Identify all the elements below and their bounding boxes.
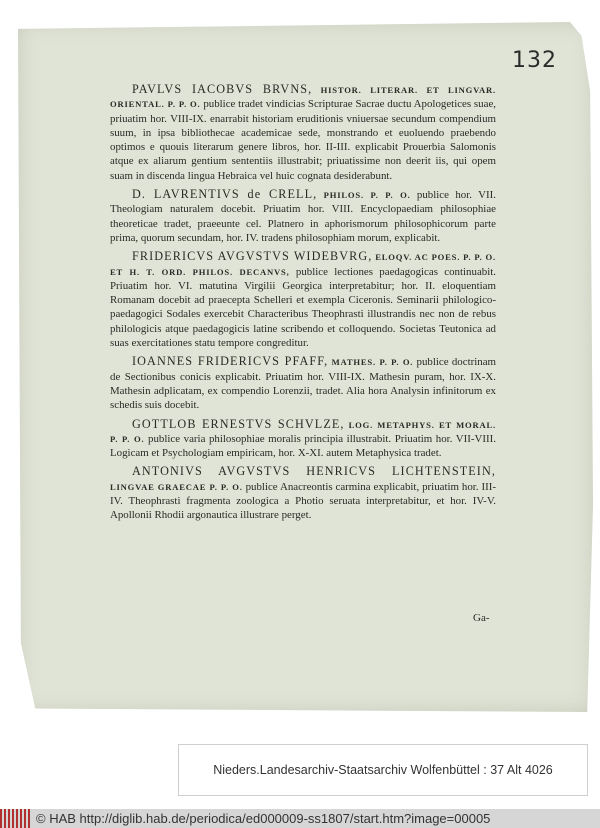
list-item (110, 249, 496, 350)
course-description: publice varia philosophiae moralis principia illustrabit. Priuatim hor. VII-VIII. Logicam et Psychologiam empiricam, hor. X-XI. autem Metaphysica tradet. (110, 432, 497, 460)
course-description: publice lectiones paedagogicas continuabit. Priuatim hor. VI. matutina Virgilii Georgica interpretabitur; hor. II. eloquentiam Romanam docebit ad praecepta Schelleri et exempla Ciceronis. Seminarii philologico-paedagogici Sodales exercebit Characteribus Theophrasti illustrandis nec non de rebus philologicis atque paedagogicis latine scribendo et colloquendo. Societas Teutonica ad suas exercitationes statu tempore congreditur. (110, 265, 496, 350)
professor-title: HISTOR. LITERAR. ET LINGVAR. ORIENTAL. P. P. O. (110, 85, 496, 110)
course-description: publice Anacreontis carmina explicabit, priuatim hor. III-IV. Theophrasti fragmenta zoologica a Photio seruata interpretabitur, et hor. IV-V. Apollonii Rhodii argonautica illustrare perget. (110, 480, 496, 522)
professor-name: D. LAVRENTIVS de CRELL, (132, 187, 318, 202)
professor-title: PHILOS. P. P. O. (323, 190, 411, 201)
list-item (110, 464, 496, 522)
list-item (110, 417, 496, 461)
archive-label: Nieders.Landesarchiv-Staatsarchiv Wolfenbüttel : 37 Alt 4026 (178, 744, 588, 796)
footer-bar (0, 809, 600, 828)
catchword: Ga- (473, 612, 490, 624)
course-description: publice hor. VII. Theologiam naturalem docebit. Priuatim hor. VIII. Encyclopaediam philosophiae theoreticae tradet, praeeunte cel. Platnero in aphorismorum philosophicorum parte prima, quorum secundam, hor. IV. tradens philosophiam morum, explicabit. (110, 189, 496, 244)
list-item (110, 82, 496, 183)
course-description: publice tradet vindicias Scripturae Sacrae ductu Apologetices suae, priuatim hor. VIII-IX. enarrabit historiam eruditionis vniuersae secundum compendium suum, in ipsa bibliothecae academicae sede, monstrando et euoluendo praebendo optimos e quouis literarum genere libros, hor. II-III. explicabit Prouerbia Salomonis atque ex aliarum gentium sententiis illustrabit; priuatissime non deerit iis, qui opem suam in discenda lingua Hebraica vel huic cognata desiderabunt. (110, 98, 496, 182)
professor-title: LINGVAE GRAECAE P. P. O. (110, 481, 243, 492)
list-item (110, 354, 496, 412)
course-description: publice doctrinam de Sectionibus conicis explicabit. Priuatim hor. VIII-IX. Mathesin puram, hor. IX-X. Mathesin adplicatam, ex compendio Lorenzii, tradet. Alia hora Analysin infinitorum ex schedis suis docebit. (110, 356, 496, 412)
professor-name: ANTONIVS AVGVSTVS HENRICVS LICHTENSTEIN, (132, 464, 496, 479)
professor-name: GOTTLOB ERNESTVS SCHVLZE, (132, 416, 345, 431)
professor-title: ELOQV. AC POES. P. P. O. ET H. T. ORD. PHILOS. DECANVS, (110, 252, 496, 277)
list-item (110, 187, 496, 245)
professor-title: MATHES. P. P. O. (331, 357, 414, 368)
library-logo-icon (0, 809, 30, 828)
professor-name: PAVLVS IACOBVS BRVNS, (132, 82, 313, 96)
professor-name: FRIDERICVS AVGVSTVS WIDEBVRG, (132, 249, 373, 264)
professor-title: LOG. METAPHYS. ET MORAL. P. P. O. (110, 419, 496, 444)
footer-link[interactable]: © HAB http://diglib.hab.de/periodica/ed000009-ss1807/start.htm?image=00005 (36, 811, 491, 826)
lecture-list (110, 82, 496, 527)
page-number: 132 (512, 48, 557, 73)
professor-name: IOANNES FRIDERICVS PFAFF, (132, 354, 329, 369)
